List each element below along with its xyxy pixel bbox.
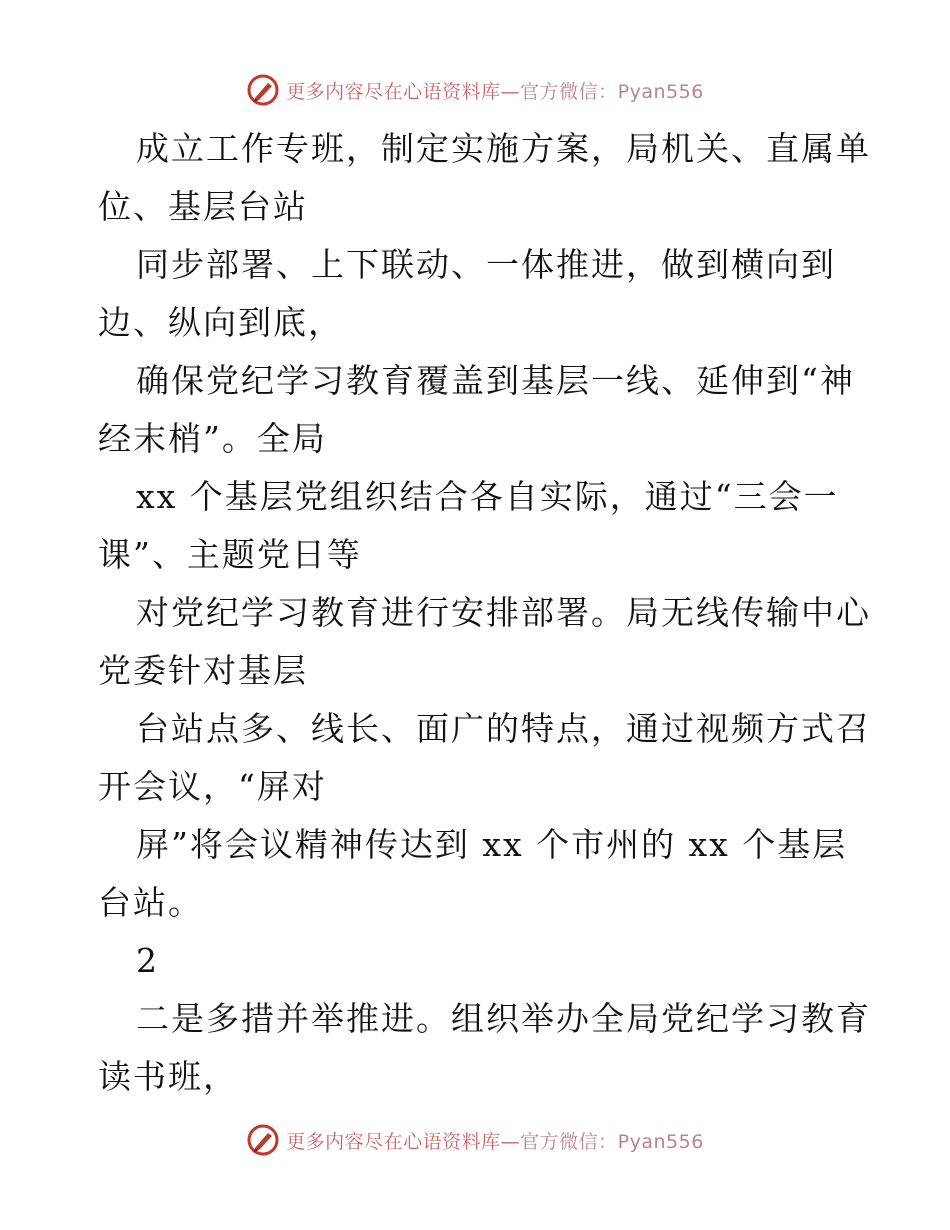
text-line: 开会议，“屏对 [98, 767, 327, 806]
text-line: 对党纪学习教育进行安排部署。局无线传输中心 [136, 593, 871, 632]
watermark-wechat-text: 官方微信：Pyan556 [520, 1130, 704, 1153]
pen-logo-icon [246, 1123, 280, 1157]
text-line: 位、基层台站 [98, 187, 308, 226]
footer-watermark [0, 1120, 950, 1160]
document-body [98, 120, 871, 1106]
watermark-site-text: 更多内容尽在心语资料库— [286, 1130, 521, 1153]
watermark-site-text: 更多内容尽在心语资料库— [286, 80, 521, 103]
text-line: 确保党纪学习教育覆盖到基层一线、延伸到“神 [136, 361, 855, 400]
text-line: 屏”将会议精神传达到 xx 个市州的 xx 个基层 [136, 825, 848, 864]
text-line: 成立工作专班，制定实施方案，局机关、直属单 [136, 129, 871, 168]
header-watermark [0, 70, 950, 110]
text-line: 同步部署、上下联动、一体推进，做到横向到 [136, 245, 836, 284]
text-line: 2 [136, 941, 159, 980]
watermark-text [286, 1127, 704, 1154]
text-line: 读书班， [98, 1057, 238, 1096]
text-line: 台站。 [98, 883, 203, 922]
text-line: xx 个基层党组织结合各自实际，通过“三会一 [136, 477, 839, 516]
text-line: 台站点多、线长、面广的特点，通过视频方式召 [136, 709, 871, 748]
text-line: 党委针对基层 [98, 651, 308, 690]
text-line: 课”、主题党日等 [98, 535, 362, 574]
pen-logo-icon [246, 73, 280, 107]
watermark-text [286, 77, 704, 104]
watermark-wechat-text: 官方微信：Pyan556 [520, 80, 704, 103]
text-line: 二是多措并举推进。组织举办全局党纪学习教育 [136, 999, 871, 1038]
text-line: 经末梢”。全局 [98, 419, 327, 458]
text-line: 边、纵向到底， [98, 303, 343, 342]
